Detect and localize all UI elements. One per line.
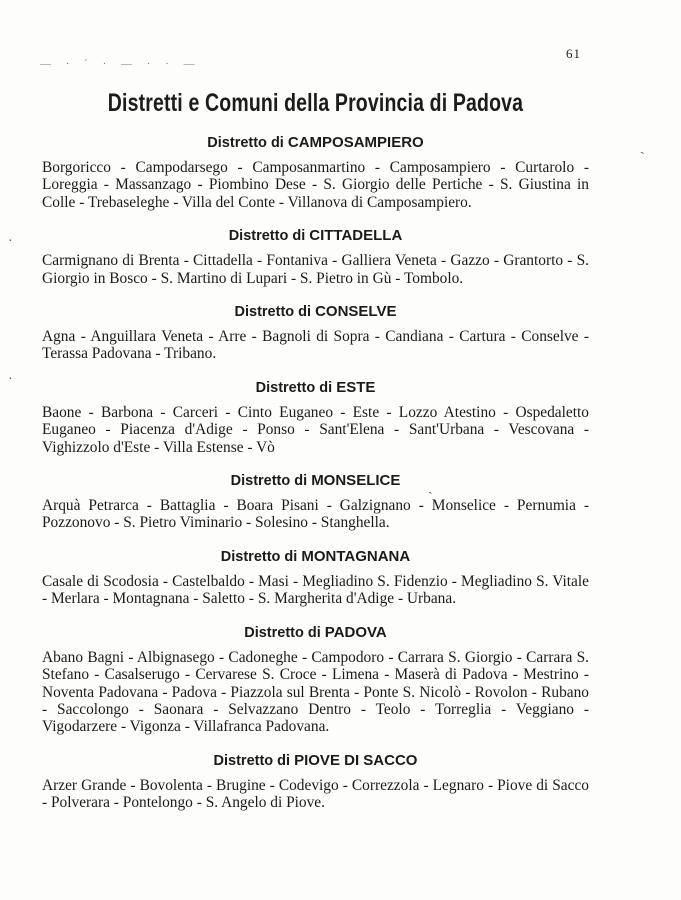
district-section — [42, 542, 589, 608]
district-name: CONSELVE — [315, 303, 397, 321]
district-communes: Carmignano di Brenta - Cittadella - Fontaniva - Galliera Veneta - Gazzo - Grantorto - S. Giorgio in Bosco - S. Martino di Lupari - S. Pietro in Gù - Tombolo. — [42, 252, 589, 287]
district-section — [42, 746, 589, 812]
district-name: MONSELICE — [311, 472, 401, 490]
district-label: Distretto di — [255, 379, 333, 396]
district-communes: Casale di Scodosia - Castelbaldo - Masi - Megliadino S. Fidenzio - Megliadino S. Vitale - Merlara - Montagnana - Saletto - S. Margherita d'Adige - Urbana. — [42, 572, 589, 608]
district-name: PIOVE DI SACCO — [294, 751, 418, 769]
scan-marks: — · ´ · — · · — — [40, 58, 201, 70]
page-number: 61 — [566, 46, 581, 61]
district-list — [42, 128, 589, 812]
district-heading — [42, 297, 589, 328]
district-heading — [42, 542, 589, 573]
district-communes: Arquà Petrarca - Battaglia - Boara Pisani - Galzignano - Monselice - Pernumia - Pozzonovo - S. Pietro Viminario - Solesino - Stanghella. — [42, 497, 589, 532]
district-heading — [42, 373, 589, 404]
district-label: Distretto di — [207, 135, 284, 151]
district-communes: Baone - Barbona - Carceri - Cinto Euganeo - Este - Lozzo Atestino - Ospedaletto Euganeo - Piacenza d'Adige - Ponso - Sant'Elena - Sant'Urbana - Vescovana - Vighizzolo d'Este - Villa Estense - Vò — [42, 403, 589, 456]
district-communes: Abano Bagni - Albignasego - Cadoneghe - Campodoro - Carrara S. Giorgio - Carrara S. Stefano - Casalserugo - Cervarese S. Croce - Limena - Maserà di Padova - Mestrino - Noventa Padovana - Padova - Piazzola sul Brenta - Ponte S. Nicolò - Rovolon - Rubano - Saccolongo - Saonara - Selvazzano Dentro - Teolo - Torreglia - Veggiano - Vigodarzere - Vigonza - Villafranca Padovana. — [42, 648, 589, 736]
district-heading — [42, 466, 589, 497]
district-name: CITTADELLA — [309, 227, 403, 245]
district-heading — [42, 618, 589, 649]
district-section — [42, 373, 589, 456]
district-section — [42, 466, 589, 532]
district-section — [42, 618, 589, 736]
district-label: Distretto di — [228, 228, 306, 245]
district-label: Distretto di — [234, 304, 312, 321]
district-label: Distretto di — [220, 548, 298, 565]
district-name: CAMPOSAMPIERO — [287, 134, 424, 151]
district-heading — [42, 746, 589, 777]
district-section — [42, 221, 589, 287]
district-communes: Borgoricco - Campodarsego - Camposanmartino - Camposampiero - Curtarolo - Loreggia - Massanzago - Piombino Dese - S. Giorgio delle Pertiche - S. Giustina in Colle - Trebaseleghe - Villa del Conte - Villanova di Camposampiero. — [42, 159, 589, 211]
district-label: Distretto di — [230, 473, 308, 490]
document-body — [42, 86, 589, 822]
district-section — [42, 128, 589, 211]
district-name: MONTAGNANA — [301, 547, 411, 565]
district-label: Distretto di — [213, 752, 291, 769]
scan-mark: ˏ — [428, 480, 433, 495]
page-title: Distretti e Comuni della Provincia di Padova — [107, 89, 524, 117]
district-heading — [42, 128, 589, 159]
district-communes: Arzer Grande - Bovolenta - Brugine - Codevigo - Correzzola - Legnaro - Piove di Sacco - Polverara - Pontelongo - S. Angelo di Piove. — [42, 776, 589, 812]
district-heading — [42, 221, 589, 252]
scan-mark: ˎ — [640, 140, 645, 155]
district-name: ESTE — [336, 378, 376, 396]
district-communes: Agna - Anguillara Veneta - Arre - Bagnoli di Sopra - Candiana - Cartura - Conselve - Terassa Padovana - Tribano. — [42, 328, 589, 363]
scan-mark: · — [8, 234, 13, 249]
district-label: Distretto di — [244, 624, 321, 641]
district-name: PADOVA — [324, 623, 387, 641]
district-section — [42, 297, 589, 363]
scan-mark: · — [8, 372, 13, 387]
